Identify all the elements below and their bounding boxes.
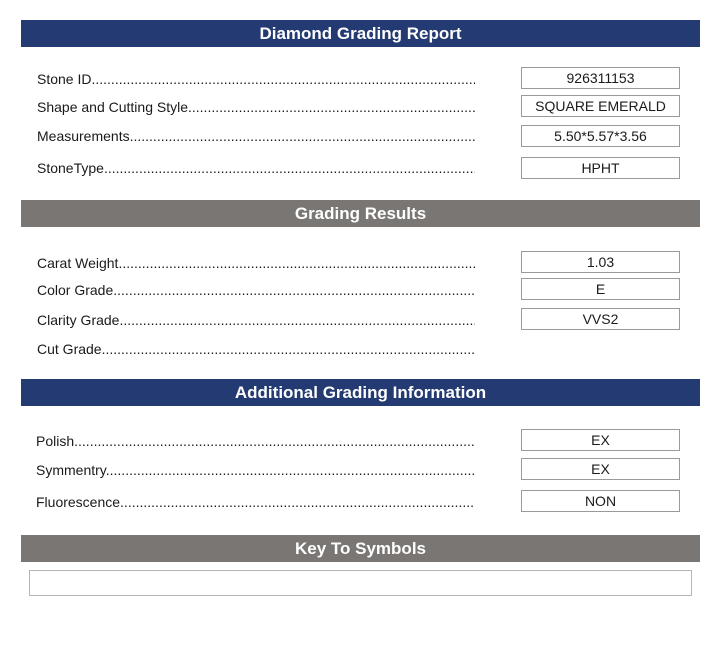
color-value: E: [521, 278, 680, 300]
key-to-symbols-box: [29, 570, 692, 596]
section-header-symbols: Key To Symbols: [21, 535, 700, 562]
stone-type-label: StoneType .....: [37, 158, 475, 178]
fluorescence-label: Fluorescence .....: [36, 492, 474, 512]
fluorescence-value: NON: [521, 490, 680, 512]
symmetry-label: Symmentry .....: [36, 460, 474, 480]
stone-type-value: HPHT: [521, 157, 680, 179]
color-label: Color Grade .....: [37, 280, 475, 300]
section-header-report: Diamond Grading Report: [21, 20, 700, 47]
section-header-additional: Additional Grading Information: [21, 379, 700, 406]
cut-label: Cut Grade .....: [37, 339, 475, 359]
measurements-label: Measurements .....: [37, 126, 475, 146]
carat-value: 1.03: [521, 251, 680, 273]
polish-value: EX: [521, 429, 680, 451]
carat-label: Carat Weight .....: [37, 253, 475, 273]
measurements-value: 5.50*5.57*3.56: [521, 125, 680, 147]
shape-label: Shape and Cutting Style .....: [37, 97, 475, 117]
clarity-label: Clarity Grade .....: [37, 310, 475, 330]
symmetry-value: EX: [521, 458, 680, 480]
shape-value: SQUARE EMERALD: [521, 95, 680, 117]
clarity-value: VVS2: [521, 308, 680, 330]
stone-id-value: 926311153: [521, 67, 680, 89]
stone-id-label: Stone ID .....: [37, 69, 475, 89]
polish-label: Polish .....: [36, 431, 474, 451]
section-header-results: Grading Results: [21, 200, 700, 227]
